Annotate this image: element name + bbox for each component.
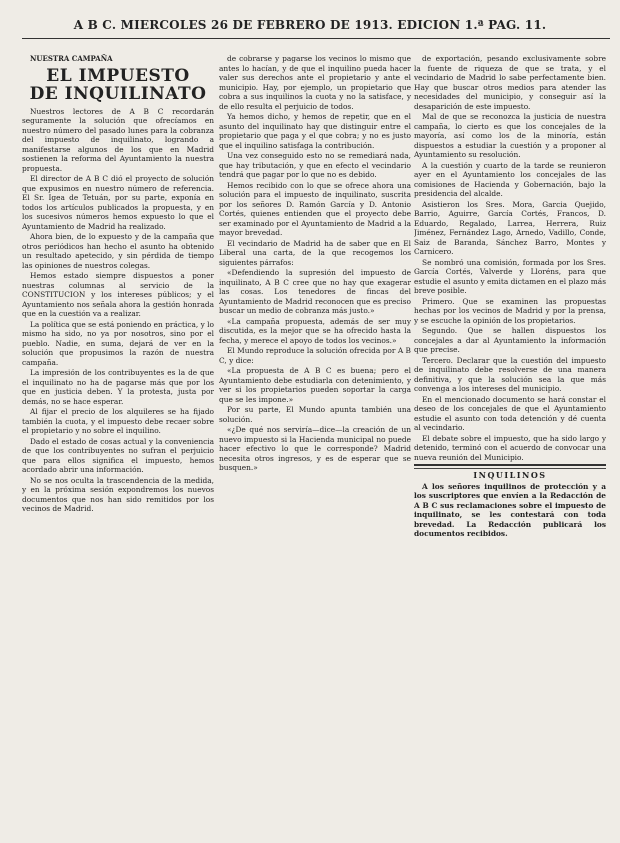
column-2 bbox=[219, 54, 411, 834]
notice-text: A los señores inquilinos de protección y a los suscriptores que envíen a la Redacción de A B C sus reclamaciones sobre el impuesto de inquilinato, se les contestará con toda brevedad. La Redacción publicará los documentos recibidos. bbox=[414, 481, 606, 538]
headline-line-1: EL IMPUESTO bbox=[46, 65, 190, 86]
notice-title: INQUILINOS bbox=[414, 468, 606, 481]
paragraph: El Mundo reproduce la solución ofrecida por A B C, y dice: bbox=[219, 346, 411, 365]
paragraph: Por su parte, El Mundo apunta también una solución. bbox=[219, 405, 411, 424]
column-1 bbox=[22, 54, 214, 834]
paragraph: Se nombró una comisión, formada por los Sres. García Cortés, Valverde y Lloréns, para que estudie el asunto y emita dictamen en el plazo más breve posible. bbox=[414, 257, 606, 295]
paragraph: «La campaña propuesta, además de ser muy discutida, es la mejor que se ha ofrecido hasta la fecha, y merece el apoyo de todos los vecinos.» bbox=[219, 316, 411, 345]
headline-line-2: DE INQUILINATO bbox=[29, 83, 207, 104]
paragraph: Asistieron los Sres. Mora, Garcia Quejido, Barrio, Aguirre, García Cortés, Francos, D. Eduardo, Regalado, Larrea, Herrera, Ruiz Jiménez, Fernández Lago, Arnedo, Vadillo, Conde, Saiz de Baranda, Sánchez Barro, Montes y Carnicero. bbox=[414, 199, 606, 256]
paragraph: El director de A B C dió el proyecto de solución que expusimos en nuestro número de referencia. El Sr. Igea de Tetuán, por su parte, exponía en todos los artículos publicados la propuesta, y en los sucesivos números hemos expuesto lo que el Ayuntamiento de Madrid ha realizado. bbox=[22, 174, 214, 231]
paragraph: La política que se está poniendo en práctica, y lo mismo ha sido, no ya por nosotros, sino por el pueblo. Nadie, en suma, dejará de ver en la solución que propusimos la razón de nuestra campaña. bbox=[22, 319, 214, 367]
column-3 bbox=[414, 54, 606, 834]
paragraph: Primero. Que se examinen las propuestas hechas por los vecinos de Madrid y por la prensa, y se escuche la opinión de los propietarios. bbox=[414, 296, 606, 325]
paragraph: «La propuesta de A B C es buena; pero el Ayuntamiento debe estudiarla con detenimiento, y ver si los propietarios pueden soportar la carga que se les impone.» bbox=[219, 366, 411, 404]
paragraph: Una vez conseguido esto no se remediará nada, que hay tributación, y que en efecto el vecindario tendrá que pagar por lo que no es debido. bbox=[219, 151, 411, 179]
paragraph: Hemos recibido con lo que se ofrece ahora una solución para el impuesto de inquilinato, suscrita por los señores D. Ramón García y D. Antonio Cortés, quienes entienden que el proyecto debe ser examinado por el Ayuntamiento de Madrid a la mayor brevedad. bbox=[219, 180, 411, 237]
paragraph: El debate sobre el impuesto, que ha sido largo y detenido, terminó con el acuerdo de convocar una nueva reunión del Municipio. bbox=[414, 433, 606, 462]
section-divider bbox=[414, 464, 606, 466]
paragraph: Ya hemos dicho, y hemos de repetir, que en el asunto del inquilinato hay que distinguir entre el propietario que paga y el que cobra; y no es justo que el inquilino satisfaga la contribución. bbox=[219, 112, 411, 150]
article-headline bbox=[22, 67, 214, 103]
paragraph: A la cuestión y cuarto de la tarde se reunieron ayer en el Ayuntamiento los concejales de las comisiones de Hacienda y Gobernación, bajo la presidencia del alcalde. bbox=[414, 160, 606, 198]
paragraph: Segundo. Que se hallen dispuestos los concejales a dar al Ayuntamiento la información que precise. bbox=[414, 326, 606, 354]
paragraph: El vecindario de Madrid ha de saber que en El Liberal una carta, de la que recogemos los siguientes párrafos: bbox=[219, 238, 411, 267]
paragraph: de exportación, pesando exclusivamente sobre la fuente de riqueza de que se trata, y el vecindario de Madrid lo sabe perfectamente bien. Hay que buscar otros medios para atender las necesidades del municipio, y conseguir así la desaparición de este impuesto. bbox=[414, 54, 606, 111]
paragraph: Hemos estado siempre dispuestos a poner nuestras columnas al servicio de la CONSTITUCION y los intereses públicos; y el Ayuntamiento nos señala ahora la gestión honrada que en la cuestión va a realizar. bbox=[22, 271, 214, 318]
header-rule bbox=[22, 38, 610, 39]
paragraph: Mal de que se reconozca la justicia de nuestra campaña, lo cierto es que los concejales de la mayoría, así como los de la minoría, están dispuestos a estudiar la cuestión y a proponer al Ayuntamiento su resolución. bbox=[414, 112, 606, 159]
paragraph: La impresión de los contribuyentes es la de que el inquilinato no ha de pagarse más que por los que en justicia deben. Y la protesta, justa por demás, no se hace esperar. bbox=[22, 368, 214, 406]
paragraph: Tercero. Declarar que la cuestión del impuesto de inquilinato debe resolverse de una manera definitiva, y que la solución sea la que más convenga a los intereses del municipio. bbox=[414, 355, 606, 393]
paragraph: Al fijar el precio de los alquileres se ha fijado también la cuota, y el impuesto debe recaer sobre el propietario y no sobre el inquilino. bbox=[22, 407, 214, 435]
paragraph: Ahora bien, de lo expuesto y de la campaña que otros periódicos han hecho el asunto ha obtenido un resultado apetecido, y sin pérdida de tiempo las opiniones de nuestros colegas. bbox=[22, 232, 214, 270]
paragraph: «Defendiendo la supresión del impuesto de inquilinato, A B C cree que no hay que exagerar las cosas. Los tenedores de fincas del Ayuntamiento de Madrid reconocen que es preciso buscar un medio de cobranza más justo.» bbox=[219, 268, 411, 315]
paragraph: «¿De qué nos serviría—dice—la creación de un nuevo impuesto si la Hacienda municipal no puede hacer efectivo lo que le corresponde? Madrid necesita otros ingresos, y es de esperar que se busquen.» bbox=[219, 425, 411, 472]
paragraph: En el mencionado documento se hará constar el deseo de los concejales de que el Ayuntamiento estudie el asunto con toda detención y dé cuenta al vecindario. bbox=[414, 394, 606, 432]
paragraph: Nuestros lectores de A B C recordarán seguramente la solución que ofrecíamos en nuestro número del pasado lunes para la cobranza del impuesto de inquilinato, logrando a manifestarse algunos de los que en Madrid sostienen la reforma del Ayuntamiento la nuestra propuesta. bbox=[22, 106, 214, 173]
paragraph: Dado el estado de cosas actual y la conveniencia de que los contribuyentes no sufran el perjuicio que para ellos significa el impuesto, hemos acordado abrir una información. bbox=[22, 436, 214, 474]
paragraph: No se nos oculta la trascendencia de la medida, y en la próxima sesión expondremos los nuevos documentos que nos han sido remitidos por los vecinos de Madrid. bbox=[22, 475, 214, 513]
section-kicker: NUESTRA CAMPAÑA bbox=[30, 54, 113, 63]
paragraph: de cobrarse y pagarse los vecinos lo mismo que antes lo hacían, y de que el inquilino pueda hacer valer sus derechos ante el propietario y ante el municipio. Hay, por ejemplo, un propietario que cobra a sus inquilinos la cuota y no la satisface, y de ello resulta el perjuicio de todos. bbox=[219, 54, 411, 111]
page-header: A B C. MIERCOLES 26 DE FEBRERO DE 1913. EDICION 1.ª PAG. 11. bbox=[73, 18, 547, 32]
